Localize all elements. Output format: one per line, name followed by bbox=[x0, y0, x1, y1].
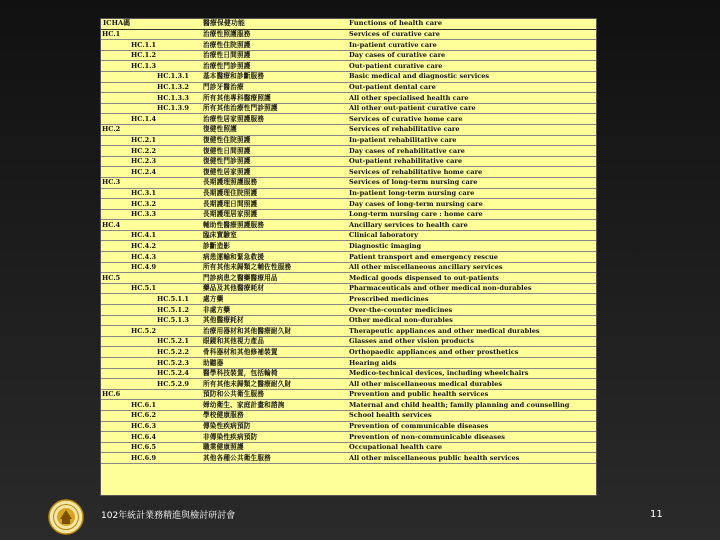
row-function-en: Out-patient dental care bbox=[347, 82, 597, 93]
row-code: HC.1.1 bbox=[101, 40, 201, 51]
row-function-zh: 門診病患之醫藥醫療用品 bbox=[201, 273, 347, 284]
row-code: HC.3.1 bbox=[101, 188, 201, 199]
table-row bbox=[101, 135, 597, 146]
table-row bbox=[101, 220, 597, 231]
row-function-zh: 處方藥 bbox=[201, 294, 347, 305]
row-function-en: Services of curative care bbox=[347, 29, 597, 40]
row-code: HC.1 bbox=[101, 29, 201, 40]
row-function-zh: 非處方藥 bbox=[201, 305, 347, 316]
table-row bbox=[101, 421, 597, 432]
icha-functions-table bbox=[101, 19, 597, 464]
table-row bbox=[101, 336, 597, 347]
row-function-en: Day cases of rehabilitative care bbox=[347, 146, 597, 157]
row-function-en: In-patient rehabilitative care bbox=[347, 135, 597, 146]
row-code: HC.1.3.1 bbox=[101, 71, 201, 82]
row-function-en: Occupational health care bbox=[347, 442, 597, 453]
table-row bbox=[101, 230, 597, 241]
row-function-zh: 非傳染性疾病預防 bbox=[201, 432, 347, 443]
row-code: HC.4.2 bbox=[101, 241, 201, 252]
row-function-zh: 助聽器 bbox=[201, 358, 347, 369]
table-row bbox=[101, 188, 597, 199]
table-row bbox=[101, 199, 597, 210]
row-function-zh: 治療用器材和其他醫療耐久財 bbox=[201, 326, 347, 337]
row-code: HC.1.2 bbox=[101, 50, 201, 61]
row-function-en: Services of rehabilitative home care bbox=[347, 167, 597, 178]
row-code: HC.1.4 bbox=[101, 114, 201, 125]
page-number: 11 bbox=[650, 509, 663, 520]
row-code: HC.1.3.2 bbox=[101, 82, 201, 93]
emblem-seal-icon bbox=[48, 499, 84, 535]
row-function-en: Services of long-term nursing care bbox=[347, 177, 597, 188]
row-function-zh: 醫學科技裝置，包括輪椅 bbox=[201, 368, 347, 379]
row-function-en: All other out-patient curative care bbox=[347, 103, 597, 114]
header-en: Functions of health care bbox=[347, 19, 597, 29]
row-function-en: Other medical non-durables bbox=[347, 315, 597, 326]
row-code: HC.4.3 bbox=[101, 252, 201, 263]
table-row bbox=[101, 156, 597, 167]
row-function-en: Medico-technical devices, including wheelchairs bbox=[347, 368, 597, 379]
row-function-en: Day cases of long-term nursing care bbox=[347, 199, 597, 210]
table-row bbox=[101, 283, 597, 294]
row-code: HC.1.3 bbox=[101, 61, 201, 72]
row-function-zh: 長期護理居家照護 bbox=[201, 209, 347, 220]
header-code: ICHA碼 bbox=[101, 19, 201, 29]
table-row bbox=[101, 252, 597, 263]
table-row bbox=[101, 400, 597, 411]
row-code: HC.6 bbox=[101, 389, 201, 400]
row-function-zh: 婦幼衛生、家庭計畫和諮詢 bbox=[201, 400, 347, 411]
row-function-en: Medical goods dispensed to out-patients bbox=[347, 273, 597, 284]
row-code: HC.5.1 bbox=[101, 283, 201, 294]
table-row bbox=[101, 167, 597, 178]
row-code: HC.6.4 bbox=[101, 432, 201, 443]
row-function-zh: 臨床實驗室 bbox=[201, 230, 347, 241]
row-function-en: Basic medical and diagnostic services bbox=[347, 71, 597, 82]
table-row bbox=[101, 93, 597, 104]
row-function-zh: 輔助性醫療照護服務 bbox=[201, 220, 347, 231]
row-function-en: Pharmaceuticals and other medical non-durables bbox=[347, 283, 597, 294]
row-code: HC.5 bbox=[101, 273, 201, 284]
row-function-zh: 骨科器材和其他修補裝置 bbox=[201, 347, 347, 358]
table-row bbox=[101, 177, 597, 188]
row-code: HC.6.9 bbox=[101, 453, 201, 464]
row-function-zh: 復健性住院照護 bbox=[201, 135, 347, 146]
table-row bbox=[101, 61, 597, 72]
row-function-en: Out-patient rehabilitative care bbox=[347, 156, 597, 167]
table-row bbox=[101, 209, 597, 220]
table-row bbox=[101, 273, 597, 284]
row-function-en: Day cases of curative care bbox=[347, 50, 597, 61]
table-row bbox=[101, 305, 597, 316]
row-code: HC.6.1 bbox=[101, 400, 201, 411]
row-function-en: Prevention and public health services bbox=[347, 389, 597, 400]
row-function-zh: 門診牙醫治療 bbox=[201, 82, 347, 93]
row-code: HC.5.2.1 bbox=[101, 336, 201, 347]
row-function-zh: 治療性住院照護 bbox=[201, 40, 347, 51]
row-function-zh: 病患運輸和緊急救援 bbox=[201, 252, 347, 263]
table-header-row bbox=[101, 19, 597, 29]
row-function-zh: 復健性門診照護 bbox=[201, 156, 347, 167]
row-code: HC.2.4 bbox=[101, 167, 201, 178]
row-code: HC.5.2.2 bbox=[101, 347, 201, 358]
table-row bbox=[101, 442, 597, 453]
row-function-zh: 其他各種公共衛生服務 bbox=[201, 453, 347, 464]
row-function-zh: 藥品及其他醫療耗材 bbox=[201, 283, 347, 294]
table-row bbox=[101, 326, 597, 337]
row-function-zh: 所有其他治療性門診照護 bbox=[201, 103, 347, 114]
icha-table-panel bbox=[100, 18, 597, 496]
table-row bbox=[101, 124, 597, 135]
table-row bbox=[101, 347, 597, 358]
row-code: HC.2.3 bbox=[101, 156, 201, 167]
row-function-en: In-patient long-term nursing care bbox=[347, 188, 597, 199]
row-function-en: Orthopaedic appliances and other prosthetics bbox=[347, 347, 597, 358]
row-code: HC.4.9 bbox=[101, 262, 201, 273]
row-function-en: All other miscellaneous ancillary services bbox=[347, 262, 597, 273]
row-function-zh: 復健性居家照護 bbox=[201, 167, 347, 178]
row-code: HC.2.2 bbox=[101, 146, 201, 157]
row-function-en: Prescribed medicines bbox=[347, 294, 597, 305]
footer-conference-title: 102年統計業務精進與檢討研討會 bbox=[101, 511, 236, 521]
row-function-zh: 傳染性疾病預防 bbox=[201, 421, 347, 432]
row-code: HC.5.2.4 bbox=[101, 368, 201, 379]
row-function-en: Diagnostic imaging bbox=[347, 241, 597, 252]
row-function-en: Ancillary services to health care bbox=[347, 220, 597, 231]
table-row bbox=[101, 315, 597, 326]
table-row bbox=[101, 389, 597, 400]
row-code: HC.1.3.3 bbox=[101, 93, 201, 104]
table-row bbox=[101, 114, 597, 125]
table-row bbox=[101, 71, 597, 82]
row-code: HC.5.2 bbox=[101, 326, 201, 337]
row-function-en: Over-the-counter medicines bbox=[347, 305, 597, 316]
row-function-zh: 長期護理照護服務 bbox=[201, 177, 347, 188]
row-function-zh: 基本醫療和診斷服務 bbox=[201, 71, 347, 82]
row-code: HC.5.1.1 bbox=[101, 294, 201, 305]
table-row bbox=[101, 410, 597, 421]
row-function-zh: 所有其他專科醫療照護 bbox=[201, 93, 347, 104]
table-row bbox=[101, 29, 597, 40]
header-zh: 醫療保健功能 bbox=[201, 19, 347, 29]
table-row bbox=[101, 379, 597, 390]
row-function-zh: 復健性照護 bbox=[201, 124, 347, 135]
table-row bbox=[101, 82, 597, 93]
row-function-en: School health services bbox=[347, 410, 597, 421]
row-function-en: Out-patient curative care bbox=[347, 61, 597, 72]
row-function-en: Patient transport and emergency rescue bbox=[347, 252, 597, 263]
row-code: HC.5.1.2 bbox=[101, 305, 201, 316]
row-function-en: All other miscellaneous medical durables bbox=[347, 379, 597, 390]
row-function-en: Prevention of communicable diseases bbox=[347, 421, 597, 432]
table-row bbox=[101, 103, 597, 114]
table-row bbox=[101, 50, 597, 61]
row-function-en: In-patient curative care bbox=[347, 40, 597, 51]
row-function-en: Prevention of non-communicable diseases bbox=[347, 432, 597, 443]
row-function-zh: 所有其他未歸類之輔佐性服務 bbox=[201, 262, 347, 273]
row-function-en: Therapeutic appliances and other medical durables bbox=[347, 326, 597, 337]
row-function-zh: 治療性日間照護 bbox=[201, 50, 347, 61]
table-row bbox=[101, 358, 597, 369]
row-code: HC.6.2 bbox=[101, 410, 201, 421]
row-code: HC.1.3.9 bbox=[101, 103, 201, 114]
row-function-en: Glasses and other vision products bbox=[347, 336, 597, 347]
row-code: HC.4 bbox=[101, 220, 201, 231]
table-row bbox=[101, 241, 597, 252]
row-function-en: Long-term nursing care : home care bbox=[347, 209, 597, 220]
table-row bbox=[101, 40, 597, 51]
row-function-zh: 治療性門診照護 bbox=[201, 61, 347, 72]
row-code: HC.2.1 bbox=[101, 135, 201, 146]
row-function-en: Clinical laboratory bbox=[347, 230, 597, 241]
row-function-zh: 診斷造影 bbox=[201, 241, 347, 252]
row-code: HC.4.1 bbox=[101, 230, 201, 241]
row-function-zh: 長期護理日間照護 bbox=[201, 199, 347, 210]
row-code: HC.6.5 bbox=[101, 442, 201, 453]
row-code: HC.2 bbox=[101, 124, 201, 135]
row-code: HC.5.2.9 bbox=[101, 379, 201, 390]
table-row bbox=[101, 368, 597, 379]
table-row bbox=[101, 432, 597, 443]
row-code: HC.5.2.3 bbox=[101, 358, 201, 369]
row-function-zh: 治療性居家照護服務 bbox=[201, 114, 347, 125]
row-function-en: Services of rehabilitative care bbox=[347, 124, 597, 135]
row-function-en: Maternal and child health; family planning and counselling bbox=[347, 400, 597, 411]
row-function-en: Hearing aids bbox=[347, 358, 597, 369]
row-code: HC.6.3 bbox=[101, 421, 201, 432]
row-function-en: All other specialised health care bbox=[347, 93, 597, 104]
row-function-zh: 職業健康照護 bbox=[201, 442, 347, 453]
row-function-zh: 治療性照護服務 bbox=[201, 29, 347, 40]
row-function-en: All other miscellaneous public health services bbox=[347, 453, 597, 464]
row-function-zh: 所有其他未歸類之醫療耐久財 bbox=[201, 379, 347, 390]
row-function-zh: 預防和公共衛生服務 bbox=[201, 389, 347, 400]
table-row bbox=[101, 146, 597, 157]
row-function-zh: 眼鏡和其他視力產品 bbox=[201, 336, 347, 347]
row-function-zh: 長期護理住院照護 bbox=[201, 188, 347, 199]
row-code: HC.3.2 bbox=[101, 199, 201, 210]
row-function-zh: 學校健康服務 bbox=[201, 410, 347, 421]
row-code: HC.3 bbox=[101, 177, 201, 188]
table-row bbox=[101, 294, 597, 305]
row-function-en: Services of curative home care bbox=[347, 114, 597, 125]
table-row bbox=[101, 453, 597, 464]
table-row bbox=[101, 262, 597, 273]
row-code: HC.3.3 bbox=[101, 209, 201, 220]
row-function-zh: 復健性日間照護 bbox=[201, 146, 347, 157]
row-function-zh: 其他醫療耗材 bbox=[201, 315, 347, 326]
table-body bbox=[101, 29, 597, 463]
row-code: HC.5.1.3 bbox=[101, 315, 201, 326]
